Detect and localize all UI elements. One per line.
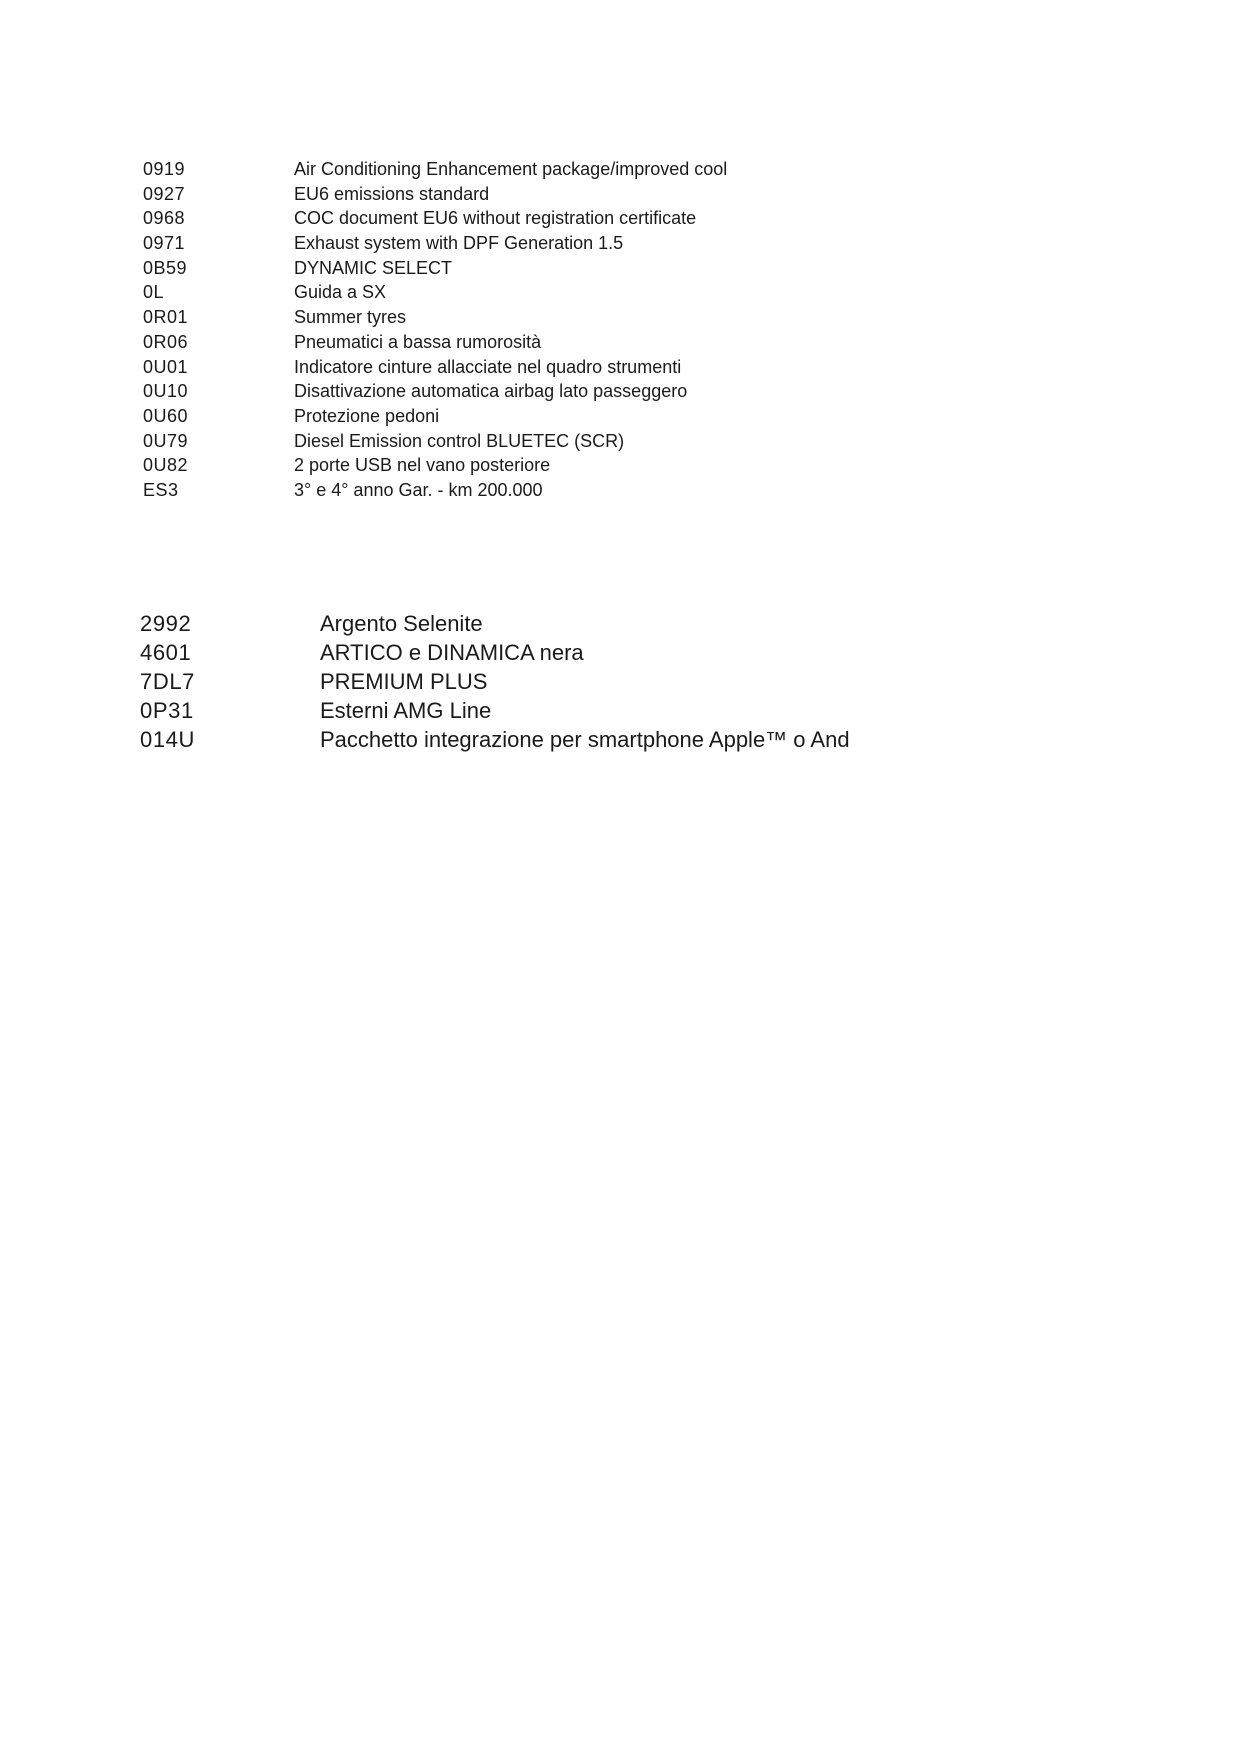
option-code: 0919	[143, 159, 186, 179]
option-description: 3° e 4° anno Gar. - km 200.000	[294, 479, 543, 500]
option-code: 0U82	[143, 455, 189, 476]
extra-code: 014U	[140, 727, 195, 752]
option-description: DYNAMIC SELECT	[294, 257, 453, 278]
list-item	[143, 280, 727, 305]
extra-description: Argento Selenite	[320, 611, 483, 636]
extra-description: Esterni AMG Line	[320, 698, 492, 723]
option-code-list	[143, 157, 727, 503]
option-description: Diesel Emission control BLUETEC (SCR)	[294, 430, 625, 451]
extra-description: ARTICO e DINAMICA nera	[320, 640, 584, 665]
option-code: 0968	[143, 208, 186, 229]
option-description: Air Conditioning Enhancement package/improved cool	[294, 159, 728, 179]
option-description: EU6 emissions standard	[294, 183, 490, 204]
option-description: Summer tyres	[294, 307, 407, 328]
option-code: 0R06	[143, 331, 189, 352]
list-item	[143, 478, 727, 503]
list-item	[143, 355, 727, 380]
list-item	[143, 182, 727, 207]
extra-code: 4601	[140, 640, 192, 665]
option-description: COC document EU6 without registration certificate	[294, 208, 697, 229]
option-code: ES3	[143, 479, 179, 500]
option-description: Guida a SX	[294, 282, 387, 303]
option-code: 0R01	[143, 307, 189, 328]
extra-code: 2992	[140, 611, 192, 636]
list-item	[140, 638, 850, 667]
list-item	[140, 667, 850, 696]
list-item	[143, 206, 727, 231]
option-code: 0L	[143, 282, 165, 303]
option-description: Protezione pedoni	[294, 405, 440, 426]
option-code: 0971	[143, 233, 186, 254]
extra-code: 7DL7	[140, 669, 195, 694]
extra-description: Pacchetto integrazione per smartphone Apple™ o And	[320, 727, 850, 752]
list-item	[143, 453, 727, 478]
list-item	[143, 330, 727, 355]
option-code: 0U79	[143, 430, 189, 451]
list-item	[143, 404, 727, 429]
option-description: Exhaust system with DPF Generation 1.5	[294, 233, 624, 254]
extra-code: 0P31	[140, 698, 194, 723]
list-item	[143, 157, 727, 182]
list-item	[140, 725, 850, 754]
list-item	[143, 256, 727, 281]
extras-code-list	[140, 609, 850, 754]
option-code: 0927	[143, 183, 186, 204]
option-code: 0U60	[143, 405, 189, 426]
option-code: 0U10	[143, 381, 189, 402]
list-item	[143, 429, 727, 454]
list-item	[140, 609, 850, 638]
option-code: 0U01	[143, 356, 189, 377]
option-description: Disattivazione automatica airbag lato passeggero	[294, 381, 688, 402]
list-item	[143, 305, 727, 330]
option-description: 2 porte USB nel vano posteriore	[294, 455, 551, 476]
option-description: Indicatore cinture allacciate nel quadro strumenti	[294, 356, 682, 377]
list-item	[143, 379, 727, 404]
extra-description: PREMIUM PLUS	[320, 669, 488, 694]
option-description: Pneumatici a bassa rumorosità	[294, 331, 542, 352]
list-item	[140, 696, 850, 725]
option-code: 0B59	[143, 257, 188, 278]
list-item	[143, 231, 727, 256]
